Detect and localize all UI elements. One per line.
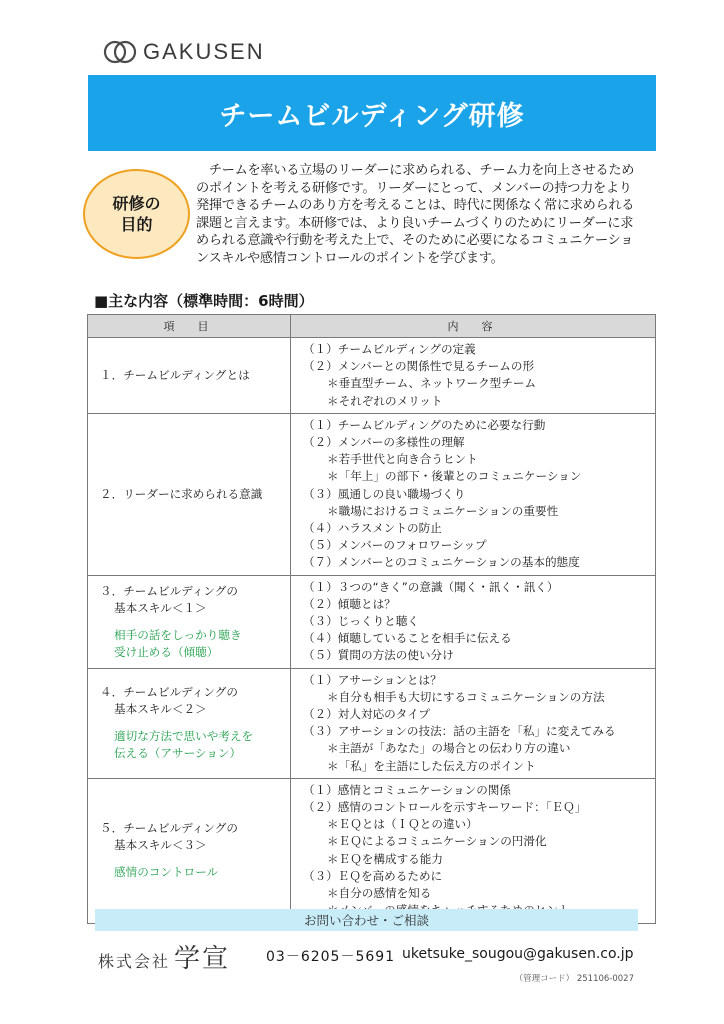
row-item-theme: 伝える（アサーション） <box>114 746 242 761</box>
row-item-theme: 受け止める（傾聴） <box>114 644 219 659</box>
phone-number: 03－6205－5691 <box>266 949 396 965</box>
row-content <box>291 338 656 414</box>
page-title: チームビルディング研修 <box>219 100 525 132</box>
content-line: （１）感情とコミュニケーションの関係 <box>303 782 511 797</box>
content-line: （２）対人対応のタイプ <box>303 707 430 722</box>
row-content <box>291 575 656 668</box>
gakusen-logo <box>103 38 265 66</box>
table-row <box>88 668 656 778</box>
content-line: （３）じっくりと聴く <box>303 614 419 629</box>
content-line: ＊垂直型チーム、ネットワーク型チーム <box>327 376 537 391</box>
content-line: ＊「年上」の部下・後輩とのコミュニケーション <box>327 469 582 484</box>
intro-line: 発揮できるチームのあり方を考えることは、時代に関係なく常に求められる <box>196 198 635 214</box>
row-item-title: ４．チームビルディングの <box>100 685 238 700</box>
header-content: 内 容 <box>291 315 656 338</box>
content-line: （２）感情のコントロールを示すキーワード：「ＥＱ」 <box>303 800 587 815</box>
row-item-title: ２．リーダーに求められる意識 <box>100 486 263 501</box>
company-main-name: 学宣 <box>174 944 231 974</box>
logo-text: GAKUSEN <box>143 39 265 64</box>
row-content <box>291 778 656 923</box>
section-title: ■主な内容（標準時間：6時間） <box>94 292 314 310</box>
intro-text <box>196 162 656 268</box>
content-line: ＊自分も相手も大切にするコミュニケーションの方法 <box>327 689 605 704</box>
content-line: （３）風通しの良い職場づくり <box>303 486 466 501</box>
purpose-label-line2: 目的 <box>120 215 153 234</box>
table-row <box>88 338 656 414</box>
purpose-label-line1: 研修の <box>112 194 161 213</box>
row-item <box>88 338 291 414</box>
row-item <box>88 778 291 923</box>
row-item-theme: 相手の話をしっかり聴き <box>114 627 242 642</box>
content-line: （５）メンバーのフォロワーシップ <box>303 538 487 553</box>
table-header-row <box>88 315 656 338</box>
row-item <box>88 668 291 778</box>
intro-line: チームを率いる立場のリーダーに求められる、チーム力を向上させるため <box>196 163 635 178</box>
company-name <box>98 938 230 975</box>
content-line: （７）メンバーとのコミュニケーションの基本的態度 <box>303 555 580 570</box>
row-item-title: ５．チームビルディングの <box>100 821 238 836</box>
content-line: ＊主語が「あなた」の場合との伝わり方の違い <box>327 741 571 756</box>
content-line: ＊職場におけるコミュニケーションの重要性 <box>327 503 559 518</box>
table-row <box>88 413 656 575</box>
row-item-subtitle: 基本スキル＜３＞ <box>114 838 207 853</box>
content-line: （１）アサーションとは？ <box>303 672 442 687</box>
title-banner <box>88 75 656 151</box>
intro-line: められる意識や行動を考えた上で、そのために必要になるコミュニケーショ <box>196 233 634 249</box>
row-item-title: ３．チームビルディングの <box>100 583 238 598</box>
content-line: （４）傾聴していることを相手に伝える <box>303 631 512 646</box>
company-prefix: 株式会社 <box>98 952 171 971</box>
content-line: （１）３つの“きく”の意識（聞く・訊く・訊く） <box>303 579 559 594</box>
intro-line: 課題と言えます。本研修では、より良いチームづくりのためにリーダーに求 <box>196 215 634 231</box>
content-line: （４）ハラスメントの防止 <box>303 521 442 536</box>
row-item-theme: 感情のコントロール <box>114 865 219 880</box>
purpose-badge <box>83 169 190 259</box>
content-line: （３）ＥＱを高めるために <box>303 868 443 883</box>
content-line: ＊ＥＱとは（ＩＱとの違い） <box>327 817 478 832</box>
intro-line: ンスキルや感情コントロールのポイントを学びます。 <box>196 250 504 266</box>
content-line: （２）傾聴とは？ <box>303 596 396 611</box>
row-item <box>88 413 291 575</box>
row-content <box>291 668 656 778</box>
content-line: （１）チームビルディングの定義 <box>303 342 476 356</box>
intro-line: のポイントを考える研修です。リーダーにとって、メンバーの持つ力をより <box>196 180 632 196</box>
table-row <box>88 575 656 668</box>
content-line: （２）メンバーとの関係性で見るチームの形 <box>303 359 535 374</box>
row-item-subtitle: 基本スキル＜１＞ <box>114 600 207 615</box>
row-item-subtitle: 基本スキル＜２＞ <box>114 702 207 717</box>
row-item-title: １．チームビルディングとは <box>100 367 250 382</box>
content-line: （３）アサーションの技法：話の主語を「私」に変えてみる <box>303 724 616 739</box>
content-line: ＊自分の感情を知る <box>327 886 432 901</box>
content-line: ＊それぞれのメリット <box>327 393 443 408</box>
contact-bar: お問い合わせ・ご相談 <box>95 909 638 931</box>
content-line: （２）メンバーの多様性の理解 <box>303 435 465 450</box>
header-item: 項 目 <box>88 315 291 338</box>
management-code: （管理コード） 251106-0027 <box>514 974 634 984</box>
content-line: （１）チームビルディングのために必要な行動 <box>303 417 546 432</box>
row-item-theme: 適切な方法で思いや考えを <box>114 729 254 744</box>
contents-table <box>87 314 656 924</box>
content-line: ＊「私」を主語にした伝え方のポイント <box>327 758 536 773</box>
table-row <box>88 778 656 923</box>
content-line: ＊ＥＱによるコミュニケーションの円滑化 <box>327 834 547 849</box>
content-line: ＊ＥＱを構成する能力 <box>327 851 443 866</box>
content-line: ＊若手世代と向き合うヒント <box>327 452 478 467</box>
gakusen-logo-icon <box>103 38 137 66</box>
content-line: （５）質問の方法の使い分け <box>303 648 454 663</box>
row-content <box>291 413 656 575</box>
row-item <box>88 575 291 668</box>
email-link[interactable]: uketsuke_sougou@gakusen.co.jp <box>402 946 634 962</box>
